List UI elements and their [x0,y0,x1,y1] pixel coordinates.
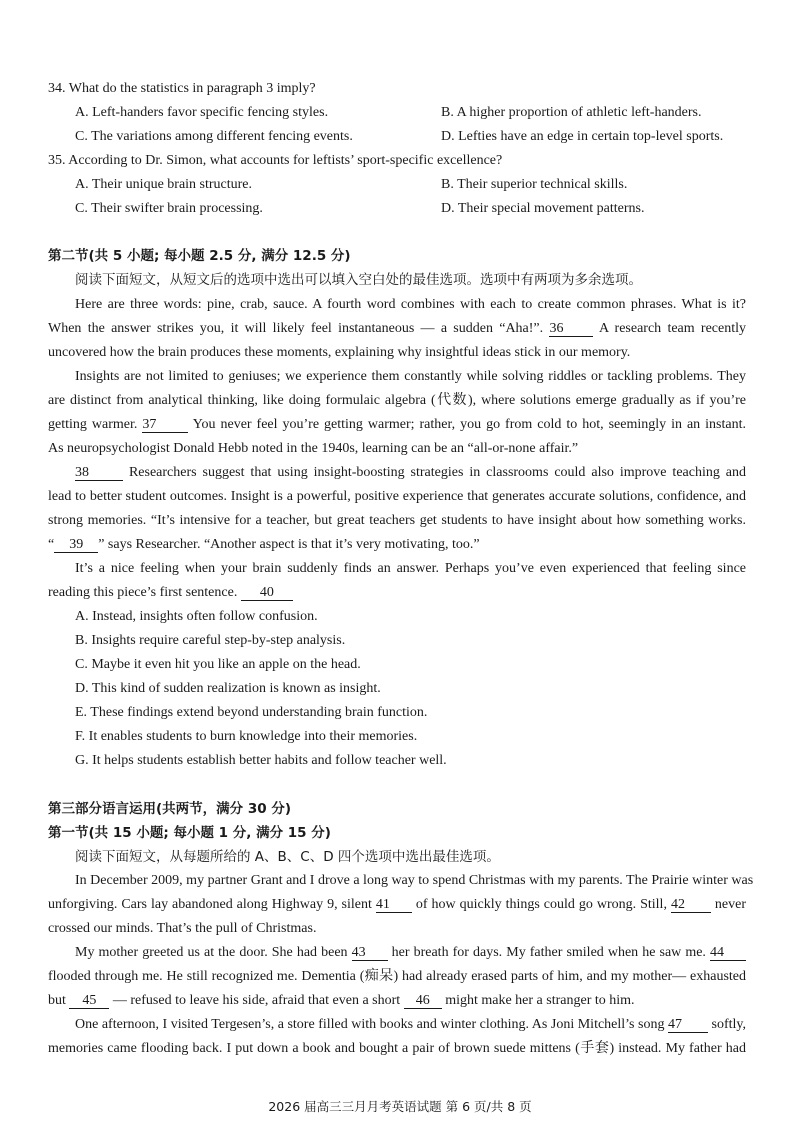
passage-line: but 45 — refused to leave his side, afraid that even a short 46 might make her a stranger to him. [48,993,635,1008]
choice-option-g: G. It helps students establish better habits and follow teacher well. [75,753,447,768]
question-34-option-b: B. A higher proportion of athletic left-handers. [441,105,702,120]
question-34-stem: 34. What do the statistics in paragraph 3 imply? [48,81,316,96]
part-3-heading: 第三部分语言运用(共两节，满分 30 分) [48,801,292,817]
part-3-sub-heading: 第一节(共 15 小题; 每小题 1 分, 满分 15 分) [48,825,331,841]
choice-option-c: C. Maybe it even hit you like an apple on the head. [75,657,361,672]
passage-line: Insights are not limited to geniuses; we experience them constantly while solving riddles or tackling problems. They [75,369,746,384]
passage-line: 38 Researchers suggest that using insight-boosting strategies in classrooms could also improve teaching and [75,465,746,480]
passage-line: Here are three words: pine, crab, sauce. A fourth word combines with each to create common phrases. What is it? [75,297,746,312]
passage-line: reading this piece’s first sentence. 40 [48,584,293,602]
part-3-instruction: 阅读下面短文，从每题所给的 A、B、C、D 四个选项中选出最佳选项。 [75,849,500,865]
blank-42: 42 [671,897,711,913]
choice-option-f: F. It enables students to burn knowledge into their memories. [75,729,418,744]
blank-45: 45 [69,993,109,1009]
blank-40: 40 [241,585,293,601]
question-34-option-c: C. The variations among different fencing events. [75,129,353,144]
passage-line: “ 39 ” says Researcher. “Another aspect is that it’s very motivating, too.” [48,537,480,552]
blank-47: 47 [668,1017,708,1033]
passage-line: memories came flooding back. I put down a book and bought a pair of brown suede mittens (手套) instead. My father had [48,1041,746,1056]
question-35-option-b: B. Their superior technical skills. [441,177,628,192]
blank-43: 43 [352,945,388,961]
question-34-option-a: A. Left-handers favor specific fencing styles. [75,105,329,120]
passage-line: As neuropsychologist Donald Hebb noted in the 1940s, learning can be an “all-or-none affair.” [48,441,579,456]
section-2-instruction: 阅读下面短文，从短文后的选项中选出可以填入空白处的最佳选项。选项中有两项为多余选项。 [75,272,642,288]
choice-option-b: B. Insights require careful step-by-step analysis. [75,633,346,648]
passage-line: When the answer strikes you, it will likely feel instantaneous — a sudden “Aha!”. 36 A research team recently [48,321,747,336]
page-footer: 2026 届高三三月月考英语试题 第 6 页/共 8 页 [268,1099,532,1114]
passage-line: My mother greeted us at the door. She had been 43 her breath for days. My father smiled when he saw me. 44 [75,944,746,962]
blank-41: 41 [376,897,412,913]
question-35-option-d: D. Their special movement patterns. [441,201,645,216]
section-2-heading: 第二节(共 5 小题; 每小题 2.5 分, 满分 12.5 分) [48,248,351,264]
passage-line: flooded through me. He still recognized me. Dementia (痴呆) had already erased parts of him, and my mother— exhausted [48,969,746,984]
blank-38: 38 [75,465,123,481]
passage-line: getting warmer. 37 You never feel you’re getting warmer; rather, you go from cold to hot, seemingly in an instant. [48,417,746,432]
passage-line: It’s a nice feeling when your brain suddenly finds an answer. Perhaps you’ve even experienced that feeling since [75,561,746,576]
passage-line: In December 2009, my partner Grant and I drove a long way to spend Christmas with my parents. The Prairie winter was [75,873,754,888]
passage-line: unforgiving. Cars lay abandoned along Highway 9, silent 41 of how quickly things could go wrong. Still, 42 never [48,897,747,912]
question-35-option-a: A. Their unique brain structure. [75,177,253,192]
passage-line: uncovered how the brain produces these moments, explaining why insightful ideas stick in our memory. [48,345,631,360]
passage-line: strong memories. “It’s intensive for a teacher, but great teachers get students to have insight about how something works. [48,513,746,528]
passage-line: lead to better student outcomes. Insight is a powerful, positive experience that generates accurate solutions, confidence, and [48,489,746,504]
blank-36: 36 [549,321,593,337]
blank-44: 44 [710,945,746,961]
blank-39: 39 [54,537,98,553]
choice-option-d: D. This kind of sudden realization is known as insight. [75,681,381,696]
blank-46: 46 [404,993,442,1009]
passage-line: One afternoon, I visited Tergesen’s, a store filled with books and winter clothing. As Joni Mitchell’s song 47 softly, [75,1017,747,1032]
choice-option-a: A. Instead, insights often follow confusion. [75,609,318,624]
passage-line: are distinct from analytical thinking, like doing formulaic algebra (代数), where solutions emerge gradually as if you’re [48,393,746,408]
question-34-option-d: D. Lefties have an edge in certain top-level sports. [441,129,724,144]
choice-option-e: E. These findings extend beyond understanding brain function. [75,705,428,720]
passage-line: crossed our minds. That’s the pull of Christmas. [48,921,317,936]
question-35-option-c: C. Their swifter brain processing. [75,201,263,216]
blank-37: 37 [142,417,188,433]
question-35-stem: 35. According to Dr. Simon, what accounts for leftists’ sport-specific excellence? [48,153,503,168]
